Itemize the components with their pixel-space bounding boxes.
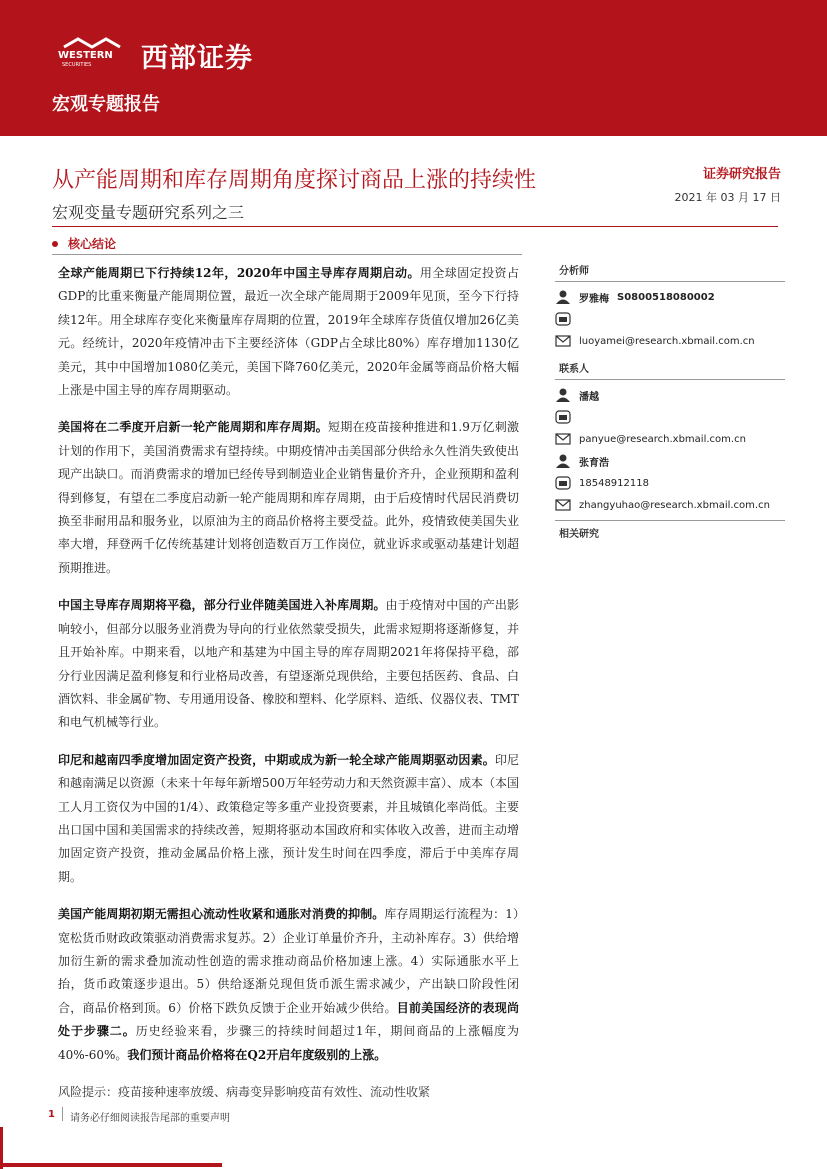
contact-label: 联系人 (559, 364, 589, 375)
contact-phone-row (555, 472, 785, 494)
corner-accent-horizontal (0, 1163, 222, 1167)
footer-divider (62, 1107, 63, 1121)
analyst-name: 罗雅梅 (579, 293, 609, 305)
report-title: 从产能周期和库存周期角度探讨商品上涨的持续性 (52, 168, 537, 193)
email-icon (555, 334, 571, 348)
paragraph-body: 由于疫情对中国的产出影响较小，但部分以服务业消费为导向的行业依然蒙受损失，此需求短期将逐渐修复，并且开始补库。中期来看，以地产和基建为中国主导的库存周期2021年将保持平稳，部分行业因满足盈利修复和行业格局改善，有望逐渐兑现供给，主要包括医药、食品、白酒饮料、非金属矿物、专用通用设备、橡胶和塑料、化学原料、造纸、仪器仪表、TMT和电气机械等行业。 (58, 598, 519, 730)
sidebar (555, 258, 785, 544)
footer-disclaimer: 请务必仔细阅读报告尾部的重要声明 (70, 1113, 230, 1124)
report-subtitle: 宏观变量专题研究系列之三 (52, 203, 245, 222)
analyst-row (555, 286, 785, 308)
paragraph-body: 短期在疫苗接种推进和1.9万亿刺激计划的作用下，美国消费需求有望持续。中期疫情冲击美国部分供给永久性消失致使出现产出缺口。而消费需求的增加已经传导到制造业企业销售量价齐升，企业预期和盈利得到修复，有望在二季度启动新一轮产能周期和库存周期，由于后疫情时代居民消费切换至非耐用品和服务业，以原油为主的商品价格将主要受益。此外，疫情致使美国失业率大增，拜登两千亿传统基建计划将创造数百万工作岗位，就业诉求或驱动基建计划超预期推进。 (58, 420, 519, 575)
paragraph-lead: 全球产能周期已下行持续12年，2020年中国主导库存周期启动。 (58, 266, 420, 280)
paragraph-2 (58, 416, 519, 580)
logo-cn-text: 西部证券 (141, 43, 253, 74)
western-logo-icon (58, 37, 128, 67)
section-heading (52, 235, 116, 252)
email-icon (555, 498, 571, 512)
report-date: 2021 年 03 月 17 日 (674, 191, 781, 204)
analyst-email[interactable]: luoyamei@research.xbmail.com.cn (579, 335, 755, 347)
person-icon (555, 290, 571, 304)
contact-email-row (555, 428, 785, 450)
phone-icon (555, 410, 571, 424)
report-type: 宏观专题报告 (52, 94, 160, 115)
contact-row (555, 450, 785, 472)
paragraph-body: 印尼和越南满足以资源（未来十年每年新增500万年轻劳动力和天然资源丰富）、成本（本国工人月工资仅为中国的1/4）、政策稳定等多重产业投资要素，并且城镇化率尚低。主要出口国中国和美国需求的持续改善，短期将驱动本国政府和实体收入改善，进而主动增加固定资产投资，推动金属品价格上涨，预计发生时间在四季度，滞后于中美库存周期。 (58, 752, 519, 884)
main-content (58, 262, 519, 1118)
contact-name: 潘越 (579, 391, 599, 403)
contact-phone: 18548912118 (579, 477, 649, 489)
contact-phone-row (555, 406, 785, 428)
email-icon (555, 432, 571, 446)
sidebar-divider (555, 281, 785, 282)
logo-en-text: WESTERN (58, 50, 113, 61)
page-number: 1 (48, 1109, 55, 1120)
analyst-phone-row (555, 308, 785, 330)
contact-email-row (555, 494, 785, 516)
paragraph-lead: 美国产能周期初期无需担心流动性收紧和通胀对消费的抑制。 (58, 907, 385, 922)
paragraph-body: 库存周期运行流程为：1）宽松货币财政政策驱动消费需求复苏。2）企业订单量价齐升，主动补库存。3）供给增加衍生新的需求叠加流动性创造的需求推动商品价格加速上涨。4）实际通胀水平上抬，货币政策逐步退出。5）供给逐渐兑现但货币派生需求减少，产出缺口阶段性闭合，商品价格到顶。6）价格下跌负反馈于企业开始减少供给。 (58, 907, 519, 1015)
analyst-label: 分析师 (559, 266, 589, 277)
related-label: 相关研究 (559, 529, 599, 540)
contact-name: 张育浩 (579, 457, 609, 469)
header-banner (0, 0, 827, 136)
analyst-email-row (555, 330, 785, 352)
paragraph-5 (58, 903, 519, 1067)
contact-email[interactable]: zhangyuhao@research.xbmail.com.cn (579, 499, 770, 511)
paragraph-4 (58, 749, 519, 889)
analyst-cert: S0800518080002 (617, 291, 715, 303)
paragraph-1 (58, 262, 519, 402)
phone-icon (555, 312, 571, 326)
sidebar-divider (555, 379, 785, 380)
paragraph-lead: 印尼和越南四季度增加固定资产投资，中期或成为新一轮全球产能周期驱动因素。 (58, 752, 495, 767)
contact-row (555, 384, 785, 406)
person-icon (555, 454, 571, 468)
person-icon (555, 388, 571, 402)
paragraph-end-bold: 我们预计商品价格将在Q2开启年度级别的上涨。 (127, 1047, 387, 1062)
report-tag: 证券研究报告 (702, 167, 781, 182)
section-divider (52, 254, 522, 255)
paragraph-lead: 中国主导库存周期将平稳，部分行业伴随美国进入补库周期。 (58, 598, 386, 613)
paragraph-body: 用全球固定投资占GDP的比重来衡量产能周期位置，最近一次全球产能周期于2009年见顶，至今下行持续12年。用全球库存变化来衡量库存周期的位置，2019年全球库存货值仅增加26亿美元。经统计，2020年疫情冲击下主要经济体（GDP占全球比80%）库存增加1130亿美元，其中中国增加1080亿美元，美国下降760亿美元，2020年金属等商品价格大幅上涨是中国主导的库存周期驱动。 (58, 266, 519, 398)
paragraph-mid-bold: 目前美国经济的表现尚处于步骤二。 (58, 1000, 519, 1039)
contact-email[interactable]: panyue@research.xbmail.com.cn (579, 433, 746, 445)
phone-icon (555, 476, 571, 490)
logo-en-sub-text: SECURITIES (62, 62, 92, 67)
title-divider (52, 226, 778, 227)
paragraph-tail: 历史经验来看，步骤三的持续时间超过1年，期间商品的上涨幅度为40%-60%。 (58, 1024, 519, 1062)
paragraph-lead: 美国将在二季度开启新一轮产能周期和库存周期。 (58, 420, 329, 435)
section-heading-text: 核心结论 (68, 237, 117, 251)
paragraph-3 (58, 594, 519, 734)
bullet-dot-icon (52, 241, 58, 247)
risk-warning: 风险提示：疫苗接种速率放缓、病毒变异影响疫苗有效性、流动性收紧 (58, 1085, 431, 1099)
